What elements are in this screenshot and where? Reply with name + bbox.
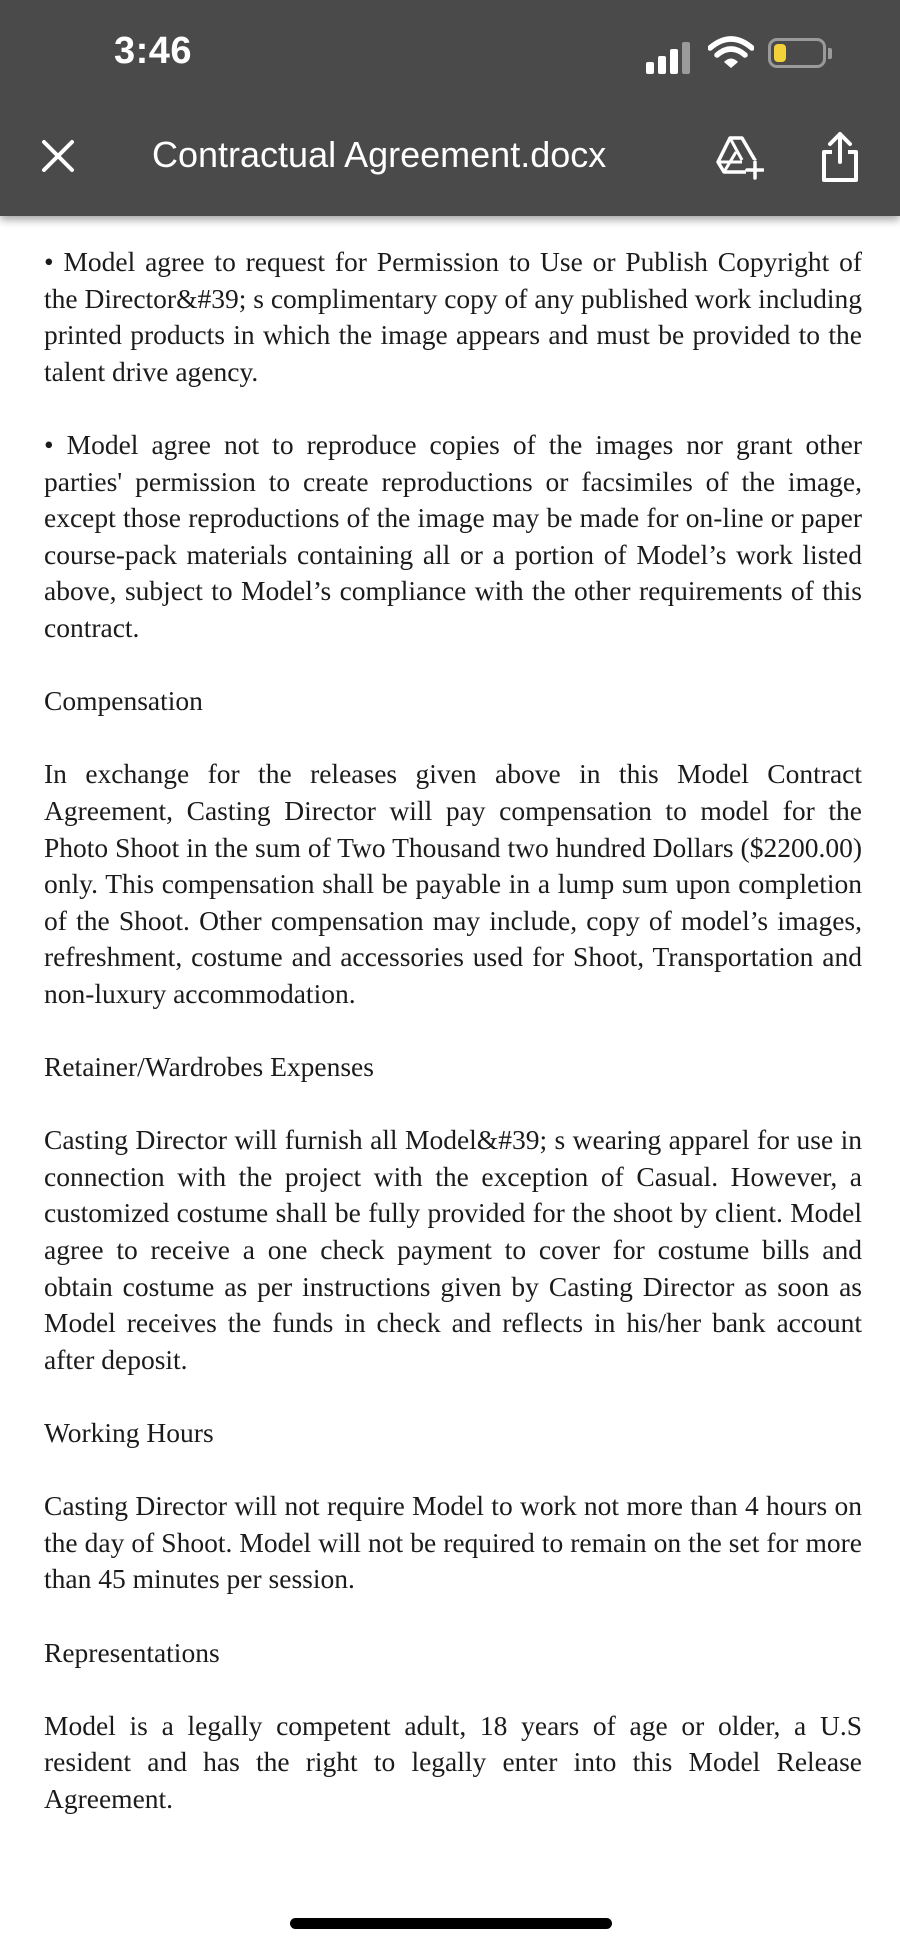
top-bar	[0, 0, 900, 216]
section-body: Casting Director will furnish all Model&#39; s wearing apparel for use in connection with the project with the exception of Casual. However, a customized costume shall be fully provided for the shoot by client. Model agree to receive a one check payment to cover for costume bills and obtain costume as per instructions given by Casting Director as soon as Model receives the funds in check and reflects in his/her bank account after deposit.	[44, 1124, 862, 1375]
battery-cap	[828, 48, 832, 59]
add-to-drive-button[interactable]	[716, 134, 764, 180]
battery-icon	[768, 38, 826, 68]
section-body: Casting Director will not require Model to work not more than 4 hours on the day of Shoot. Model will not be required to remain on the set for more than 45 minutes per session.	[44, 1490, 862, 1595]
section-heading: Retainer/Wardrobes Expenses	[44, 1051, 374, 1083]
section-body: Model is a legally competent adult, 18 years of age or older, a U.S resident and has the right to legally enter into this Model Release Agreement.	[44, 1709, 862, 1814]
section-heading: Representations	[44, 1636, 220, 1668]
status-icons	[646, 34, 836, 74]
wifi-icon	[708, 36, 754, 70]
section-body: In exchange for the releases given above in this Model Contract Agreement, Casting Director will pay compensation to model for the Photo Shoot in the sum of Two Thousand two hundred Dollars ($2200.00) only. This compensation shall be payable in a lump sum upon completion of the Shoot. Other compensation may include, copy of model’s images, refreshment, costume and accessories used for Shoot, Transportation and non-luxury accommodation.	[44, 758, 862, 1009]
document-paragraph: • Model agree not to reproduce copies of the images nor grant other parties' permission to create reproductions or facsimiles of the image, except those reproductions of the image may be made for on-line or paper course-pack materials containing all or a portion of Model’s work listed above, subject to Model’s compliance with the other requirements of this contract.	[44, 428, 862, 643]
home-indicator[interactable]	[290, 1918, 612, 1929]
battery-level	[774, 44, 786, 62]
close-button[interactable]	[38, 136, 78, 176]
document-title: Contractual Agreement.docx	[152, 134, 607, 175]
section-heading: Working Hours	[44, 1417, 214, 1448]
document-body	[44, 244, 862, 1854]
share-button[interactable]	[818, 130, 862, 184]
section-heading: Compensation	[44, 685, 203, 717]
drive-add-icon	[716, 134, 764, 180]
document-paragraph: • Model agree to request for Permission to Use or Publish Copyright of the Director&#39; s complimentary copy of any published work including printed products in which the image appears and must be provided to the talent drive agency.	[44, 246, 862, 387]
share-icon	[818, 130, 862, 184]
close-icon	[38, 136, 78, 176]
status-time: 3:46	[114, 30, 193, 72]
